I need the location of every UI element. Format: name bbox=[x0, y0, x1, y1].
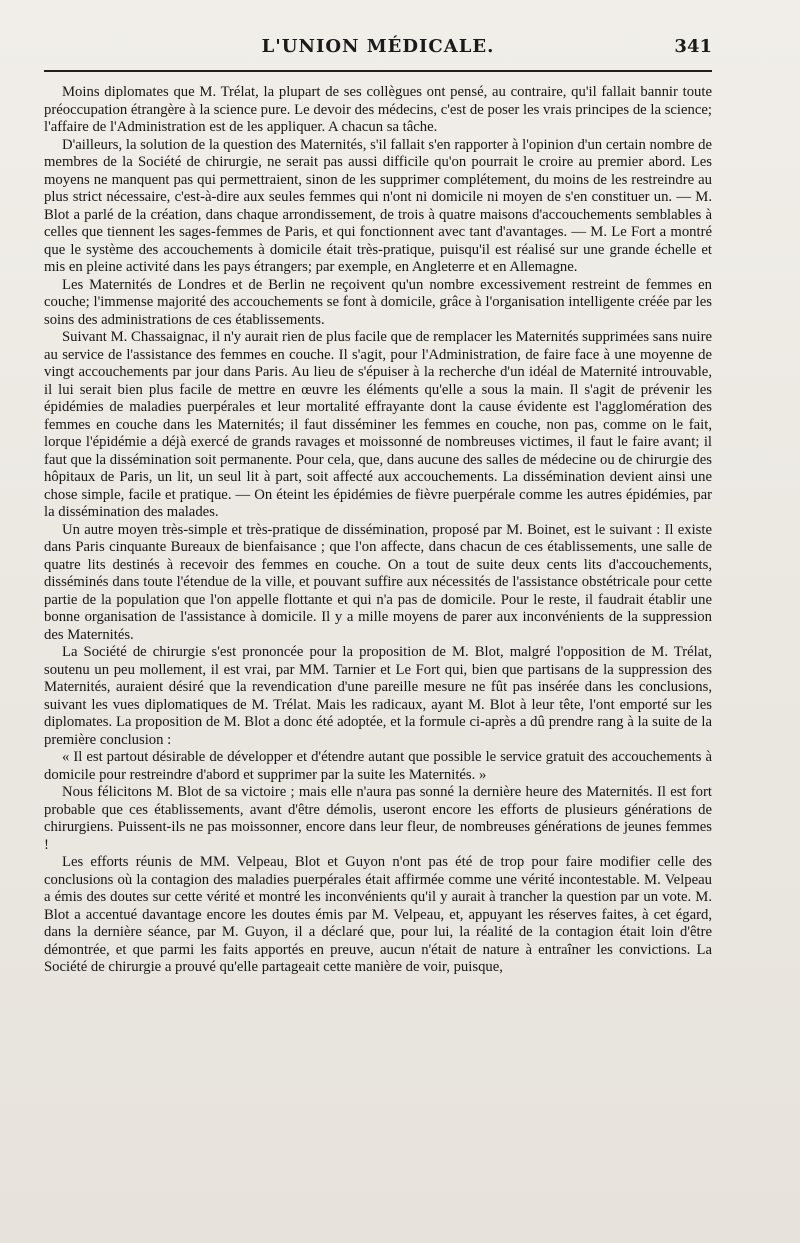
quotation: « Il est partout désirable de développer et d'étendre autant que possible le service gratuit des accouchements à domicile pour restreindre d'abord et supprimer par la suite les Maternités. » bbox=[44, 749, 712, 783]
paragraph: Les Maternités de Londres et de Berlin ne reçoivent qu'un nombre excessivement restreint de femmes en couche; l'immense majorité des accouchements se font à domicile, grâce à l'organisation intelligente créée par les soins des administrations de ces établissements. bbox=[44, 276, 712, 328]
page-header bbox=[44, 36, 712, 66]
running-title: L'UNION MÉDICALE. bbox=[261, 36, 495, 57]
paragraph: Nous félicitons M. Blot de sa victoire ; mais elle n'aura pas sonné la dernière heure des Maternités. Il est fort probable que ces établissements, avant d'être démolis, useront encore les efforts de plusieurs générations de chirurgiens. Puissent-ils ne pas moissonner, encore dans leur fleur, de nombreuses générations de jeunes femmes ! bbox=[44, 784, 712, 853]
paragraph: Moins diplomates que M. Trélat, la plupart de ses collègues ont pensé, au contraire, qu'il fallait bannir toute préoccupation étrangère à la science pure. Le devoir des médecins, c'est de poser les vrais principes de la science; l'affaire de l'Administration est de les appliquer. A chacun sa tâche. bbox=[44, 84, 712, 135]
paragraph: D'ailleurs, la solution de la question des Maternités, s'il fallait s'en rapporter à l'opinion d'un certain nombre de membres de la Société de chirurgie, ne serait pas aussi difficile qu'on pourrait le croire au premier abord. Les moyens ne manquent pas qui permettraient, sinon de les supprimer complétement, du moins de les restreindre au plus strict nécessaire, c'est-à-dire aux seules femmes qui n'ont ni domicile ni moyen de s'en constituer un. — M. Blot a parlé de la création, dans chaque arrondissement, de trois à quatre maisons d'accouchements semblables à celles que tiennent les sages-femmes de Paris, et qui fonctionnent avec tant d'avantages. — M. Le Fort a montré que le système des accouchements à domicile était très-pratique, puisqu'il est réalisé sur une grande échelle et mis en pleine activité dans les pays étrangers; par exemple, en Angleterre et en Allemagne. bbox=[44, 136, 712, 275]
article-body bbox=[44, 84, 712, 977]
page-number: 341 bbox=[674, 36, 712, 57]
paragraph: Suivant M. Chassaignac, il n'y aurait rien de plus facile que de remplacer les Maternités supprimées sans nuire au service de l'assistance des femmes en couche. Il s'agit, pour l'Administration, de faire face à une moyenne de vingt accouchements par jour dans Paris. Au lieu de s'épuiser à la recherche d'un idéal de Maternité introuvable, il lui serait bien plus facile de mettre en œuvre les éléments qu'elle a sous la main. Il s'agit de prévenir les épidémies de maladies puerpérales et leur mortalité effrayante dont la cause évidente est l'agglomération des femmes en couche dans les Maternités; il faut disséminer les femmes en couche, non pas, comme on le fait, lorque l'épidémie a déjà exercé de grands ravages et moissonné de nombreuses victimes, il faut le faire avant; il faut que la dissémination soit permanente. Pour cela, que, dans aucune des salles de médecine ou de chirurgie des hôpitaux de Paris, un lit, un seul lit à part, soit affecté aux accouchements. La dissémination devient ainsi une chose simple, facile et pratique. — On éteint les épidémies de fièvre puerpérale comme les autres épidémies, par la dissémination des malades. bbox=[44, 329, 712, 520]
header-rule bbox=[44, 70, 712, 72]
paragraph: La Société de chirurgie s'est prononcée pour la proposition de M. Blot, malgré l'opposition de M. Trélat, soutenu un peu mollement, il est vrai, par MM. Tarnier et Le Fort qui, bien que partisans de la suppression des Maternités, auraient désiré que la revendication d'une pareille mesure ne fût pas insérée dans les conclusions, suivant les vues diplomatiques de M. Trélat. Mais les radicaux, ayant M. Blot à leur tête, l'ont emporté sur les diplomates. La proposition de M. Blot a donc été adoptée, et la formule ci-après a dû prendre rang à la suite de la première conclusion : bbox=[44, 644, 712, 748]
paragraph: Un autre moyen très-simple et très-pratique de dissémination, proposé par M. Boinet, est le suivant : Il existe dans Paris cinquante Bureaux de bienfaisance ; que l'on affecte, dans chacun de ces établissements, une salle de quatre lits destinés à recevoir des femmes en couche. On a tout de suite deux cents lits d'accouchements, disséminés dans toute l'étendue de la ville, et pouvant suffire aux nécessités de l'assistance obstétricale pour cette partie de la population que l'on appelle flottante et qui n'a pas de domicile. Pour le reste, il faudrait établir une bonne organisation de l'assistance à domicile. Il y a mille moyens de parer aux inconvénients de la suppression des Maternités. bbox=[44, 521, 712, 643]
paragraph: Les efforts réunis de MM. Velpeau, Blot et Guyon n'ont pas été de trop pour faire modifier celle des conclusions où la contagion des maladies puerpérales était affirmée comme une vérité incontestable. M. Velpeau a émis des doutes sur cette vérité et montré les inconvénients qu'il y aurait à trancher la question par un vote. M. Blot a accentué davantage encore les doutes émis par M. Velpeau, et, appuyant les réserves faites, à cet égard, dans la dernière séance, par M. Guyon, il a déclaré que, pour lui, la réalité de la contagion était loin d'être démontrée, et que parmi les faits apportés en preuve, aucun n'était de nature à entraîner les convictions. La Société de chirurgie a prouvé qu'elle partageait cette manière de voir, puisque, bbox=[44, 854, 712, 975]
